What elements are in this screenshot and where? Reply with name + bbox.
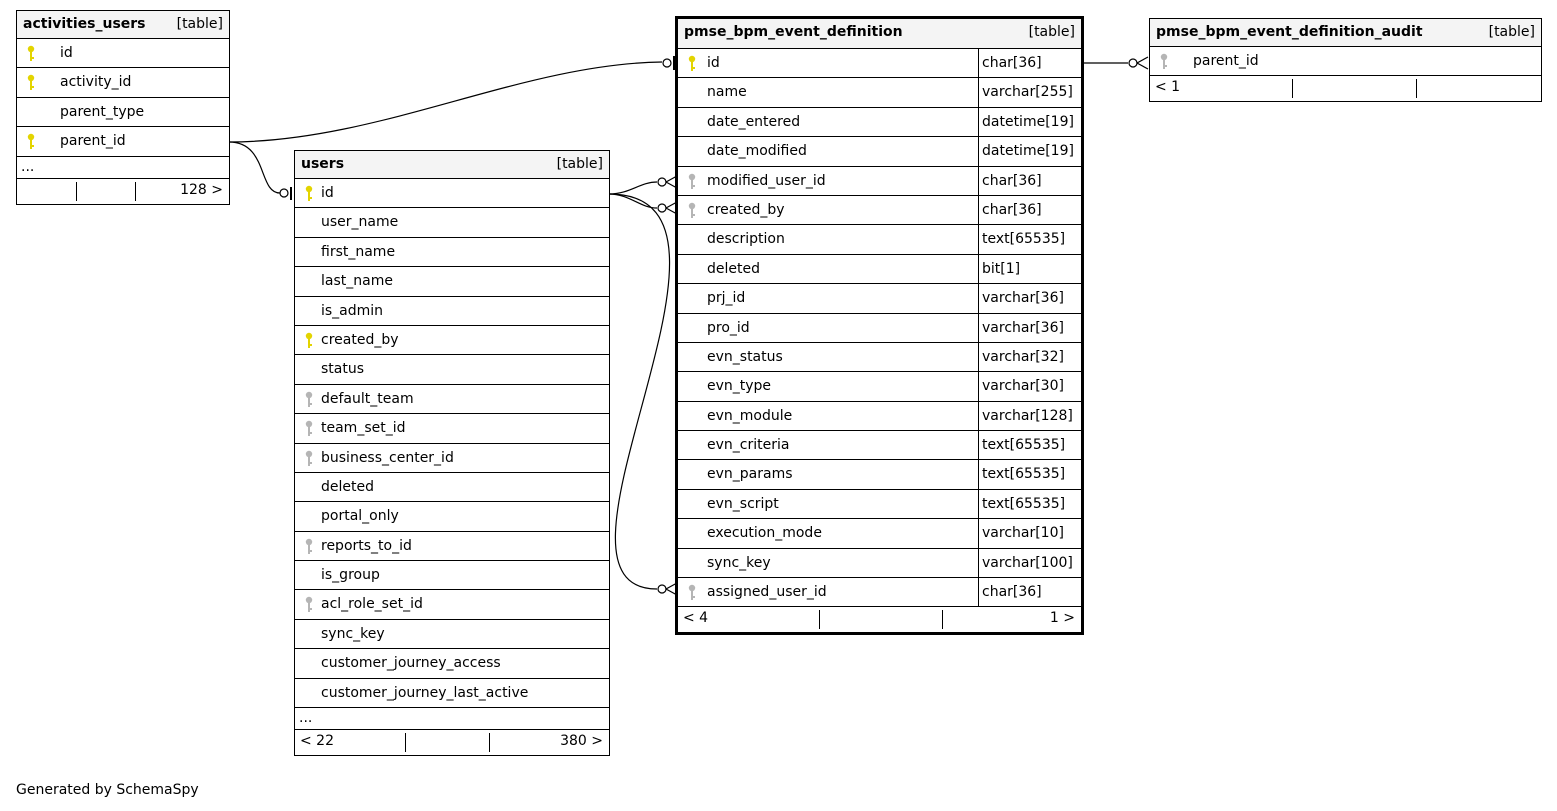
- column-row-deleted[interactable]: [678, 255, 1081, 284]
- column-type: datetime[19]: [982, 143, 1074, 160]
- table-pmse-bpm-event-definition[interactable]: [675, 16, 1084, 635]
- column-row-modified-user-id[interactable]: [678, 167, 1081, 196]
- foreign-key-icon: [686, 584, 698, 602]
- foreign-key-icon: [686, 173, 698, 191]
- column-name: customer_journey_last_active: [321, 684, 529, 701]
- table-type: [table]: [176, 16, 223, 32]
- table-name: pmse_bpm_event_definition: [684, 24, 903, 40]
- column-name: evn_module: [707, 407, 793, 424]
- table-footer: [1150, 76, 1541, 101]
- column-row-created-by[interactable]: [678, 196, 1081, 225]
- column-row-id[interactable]: [295, 179, 609, 208]
- relation-activities-to-event-definition: [229, 62, 662, 142]
- column-name: reports_to_id: [321, 537, 412, 554]
- column-name: customer_journey_access: [321, 655, 501, 672]
- column-type: varchar[128]: [982, 407, 1073, 424]
- column-type: datetime[19]: [982, 113, 1074, 130]
- table-type: [table]: [1028, 24, 1075, 40]
- column-type: char[36]: [982, 584, 1042, 601]
- column-type: char[36]: [982, 55, 1042, 71]
- column-name: evn_type: [707, 378, 772, 395]
- foreign-key-icon: [303, 450, 315, 468]
- table-pmse-bpm-event-definition-audit[interactable]: [1149, 18, 1542, 102]
- column-row-execution-mode[interactable]: [678, 519, 1081, 548]
- table-header: [295, 151, 609, 179]
- column-name: date_modified: [707, 143, 807, 160]
- foreign-key-icon: [686, 202, 698, 220]
- column-row-id[interactable]: [678, 49, 1081, 78]
- column-row-customer-journey-last-active[interactable]: [295, 679, 609, 708]
- column-name: assigned_user_id: [707, 584, 827, 601]
- column-name: status: [321, 361, 365, 378]
- column-row-user-name[interactable]: [295, 208, 609, 237]
- column-list: [678, 49, 1081, 607]
- column-type: bit[1]: [982, 260, 1021, 277]
- column-list: [17, 39, 229, 157]
- column-type: text[65535]: [982, 437, 1066, 454]
- primary-key-icon: [25, 74, 37, 92]
- column-row-customer-journey-access[interactable]: [295, 649, 609, 678]
- column-row-pro-id[interactable]: [678, 314, 1081, 343]
- relation-users-to-modified-user: [609, 182, 657, 194]
- column-row-date-entered[interactable]: [678, 108, 1081, 137]
- column-type: char[36]: [982, 172, 1042, 189]
- column-name: evn_script: [707, 495, 779, 512]
- column-row-portal-only[interactable]: [295, 502, 609, 531]
- column-row-default-team[interactable]: [295, 385, 609, 414]
- column-row-deleted[interactable]: [295, 473, 609, 502]
- foreign-key-icon: [303, 420, 315, 438]
- table-type: [table]: [556, 156, 603, 172]
- column-row-sync-key[interactable]: [678, 549, 1081, 578]
- column-name: is_group: [321, 567, 380, 584]
- table-name: pmse_bpm_event_definition_audit: [1156, 24, 1423, 40]
- column-name: evn_criteria: [707, 437, 790, 454]
- column-name: modified_user_id: [707, 172, 826, 189]
- footer-children-count: 380 >: [560, 733, 603, 750]
- relation-end-zero-circle: [658, 204, 666, 212]
- table-users[interactable]: [294, 150, 610, 756]
- table-header: [17, 11, 229, 39]
- column-name: first_name: [321, 243, 396, 260]
- column-name: created_by: [321, 331, 399, 348]
- table-footer: [17, 179, 229, 204]
- primary-key-icon: [686, 55, 698, 73]
- column-row-id[interactable]: [17, 39, 229, 68]
- table-footer: [678, 607, 1081, 632]
- column-list: [295, 179, 609, 708]
- primary-key-icon: [303, 332, 315, 350]
- column-row-evn-type[interactable]: [678, 372, 1081, 401]
- column-row-acl-role-set-id[interactable]: [295, 590, 609, 619]
- column-name: parent_id: [1193, 53, 1259, 69]
- relation-end-zero-circle: [663, 59, 671, 67]
- column-row-is-admin[interactable]: [295, 297, 609, 326]
- relation-end-zero-circle: [280, 189, 288, 197]
- column-name: created_by: [707, 201, 785, 218]
- column-name: acl_role_set_id: [321, 596, 423, 613]
- column-name: sync_key: [707, 554, 771, 571]
- more-columns: ...: [295, 708, 609, 730]
- column-row-description[interactable]: [678, 225, 1081, 254]
- column-row-assigned-user-id[interactable]: [678, 578, 1081, 607]
- column-row-name[interactable]: [678, 78, 1081, 107]
- column-row-date-modified[interactable]: [678, 137, 1081, 166]
- column-name: name: [707, 84, 747, 101]
- column-name: evn_params: [707, 466, 793, 483]
- column-name: execution_mode: [707, 525, 822, 542]
- column-row-reports-to-id[interactable]: [295, 532, 609, 561]
- column-name: id: [707, 55, 720, 71]
- generated-by-footer: Generated by SchemaSpy: [16, 782, 199, 798]
- column-type: varchar[30]: [982, 378, 1064, 395]
- column-type: varchar[100]: [982, 554, 1073, 571]
- column-name: id: [321, 185, 334, 201]
- column-row-evn-params[interactable]: [678, 460, 1081, 489]
- column-name: sync_key: [321, 625, 385, 642]
- column-row-evn-module[interactable]: [678, 402, 1081, 431]
- column-row-created-by[interactable]: [295, 326, 609, 355]
- column-row-business-center-id[interactable]: [295, 444, 609, 473]
- table-type: [table]: [1488, 24, 1535, 40]
- column-type: text[65535]: [982, 231, 1066, 248]
- column-row-evn-script[interactable]: [678, 490, 1081, 519]
- relation-end-zero-circle: [658, 178, 666, 186]
- column-row-status[interactable]: [295, 355, 609, 384]
- column-name: deleted: [707, 260, 760, 277]
- primary-key-icon: [25, 133, 37, 151]
- column-name: last_name: [321, 273, 393, 290]
- column-row-first-name[interactable]: [295, 238, 609, 267]
- column-type: varchar[255]: [982, 84, 1073, 101]
- column-name: date_entered: [707, 113, 801, 130]
- column-type: char[36]: [982, 201, 1042, 218]
- relation-activities-to-users: [229, 142, 280, 193]
- primary-key-icon: [25, 45, 37, 63]
- column-name: default_team: [321, 390, 414, 407]
- footer-parents-count: < 4: [683, 610, 709, 627]
- column-name: id: [60, 45, 73, 61]
- column-type: varchar[36]: [982, 290, 1064, 307]
- table-footer: [295, 730, 609, 755]
- relation-users-to-assigned-user: [609, 194, 670, 589]
- column-name: pro_id: [707, 319, 750, 336]
- column-name: parent_id: [60, 133, 126, 150]
- column-name: is_admin: [321, 302, 384, 319]
- column-name: deleted: [321, 478, 374, 495]
- primary-key-icon: [303, 185, 315, 203]
- column-name: portal_only: [321, 508, 399, 525]
- footer-parents-count: < 1: [1155, 79, 1181, 96]
- more-columns: ...: [17, 157, 229, 179]
- column-list: [1150, 47, 1541, 76]
- column-row-activity-id[interactable]: [17, 68, 229, 97]
- relation-end-zero-circle: [658, 585, 666, 593]
- relation-end-zero-circle: [1129, 59, 1137, 67]
- column-name: description: [707, 231, 785, 248]
- table-activities-users[interactable]: [16, 10, 230, 205]
- column-name: evn_status: [707, 348, 783, 365]
- column-name: business_center_id: [321, 449, 454, 466]
- table-name: users: [301, 156, 345, 172]
- footer-children-count: 128 >: [180, 181, 223, 198]
- column-row-is-group[interactable]: [295, 561, 609, 590]
- column-type: varchar[32]: [982, 348, 1064, 365]
- column-name: prj_id: [707, 290, 746, 307]
- foreign-key-icon: [1158, 53, 1170, 71]
- column-type: varchar[36]: [982, 319, 1064, 336]
- column-type: text[65535]: [982, 495, 1066, 512]
- footer-children-count: 1 >: [1049, 610, 1075, 627]
- table-name: activities_users: [23, 16, 146, 32]
- column-row-evn-status[interactable]: [678, 343, 1081, 372]
- column-row-parent-type[interactable]: [17, 98, 229, 127]
- column-row-evn-criteria[interactable]: [678, 431, 1081, 460]
- column-row-team-set-id[interactable]: [295, 414, 609, 443]
- footer-parents-count: < 22: [300, 733, 334, 750]
- relation-end-crow: [1137, 57, 1148, 69]
- foreign-key-icon: [303, 538, 315, 556]
- column-type: varchar[10]: [982, 525, 1064, 542]
- column-name: activity_id: [60, 74, 132, 91]
- table-header: [1150, 19, 1541, 47]
- column-row-parent-id[interactable]: [17, 127, 229, 156]
- column-row-sync-key[interactable]: [295, 620, 609, 649]
- column-row-prj-id[interactable]: [678, 284, 1081, 313]
- column-name: parent_type: [60, 103, 145, 120]
- column-name: user_name: [321, 214, 399, 231]
- foreign-key-icon: [303, 596, 315, 614]
- column-name: team_set_id: [321, 420, 406, 437]
- foreign-key-icon: [303, 391, 315, 409]
- column-row-parent-id[interactable]: [1150, 47, 1541, 76]
- column-row-last-name[interactable]: [295, 267, 609, 296]
- column-type: text[65535]: [982, 466, 1066, 483]
- table-header: [678, 19, 1081, 49]
